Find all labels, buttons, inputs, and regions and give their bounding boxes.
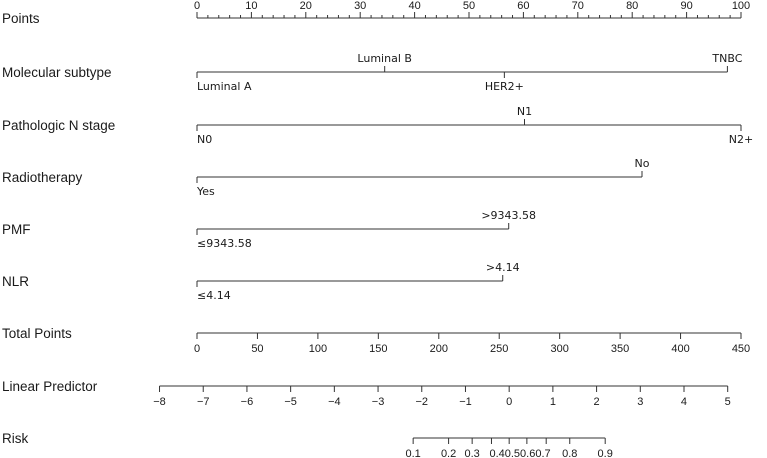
pmf-category-label: >9343.58 xyxy=(481,209,537,222)
points-tick-label: 30 xyxy=(354,0,367,12)
risk-tick-label: 0.1 xyxy=(405,448,421,458)
pmf-category-label: ≤9343.58 xyxy=(197,237,252,250)
linear-predictor-tick-label: −4 xyxy=(328,396,341,408)
pathologic-n-stage-category-label: N2+ xyxy=(728,133,754,146)
row-label-total-points: Total Points xyxy=(2,326,72,341)
linear-predictor-tick-label: −5 xyxy=(284,396,297,408)
linear-predictor-tick-label: −7 xyxy=(196,396,210,408)
row-label-molecular-subtype: Molecular subtype xyxy=(2,65,112,80)
points-tick-label: 70 xyxy=(571,0,584,12)
linear-predictor-tick-label: −3 xyxy=(371,396,385,408)
points-tick-label: 90 xyxy=(680,0,693,12)
row-label-radiotherapy: Radiotherapy xyxy=(2,170,83,185)
points-tick-label: 20 xyxy=(299,0,312,12)
points-tick-label: 50 xyxy=(462,0,476,12)
nlr-category-label: ≤4.14 xyxy=(197,289,231,302)
risk-tick-label: 0.3 xyxy=(464,448,480,458)
total-points-tick-label: 50 xyxy=(251,343,264,355)
linear-predictor-tick-label: 3 xyxy=(637,396,644,408)
linear-predictor-tick-label: 2 xyxy=(593,396,600,408)
points-tick-label: 60 xyxy=(517,0,530,12)
total-points-tick-label: 400 xyxy=(671,343,690,355)
molecular-subtype-category-label: HER2+ xyxy=(484,80,524,93)
nlr-category-label: >4.14 xyxy=(485,261,520,274)
points-tick-label: 100 xyxy=(731,0,751,12)
risk-tick-label: 0.2 xyxy=(440,448,457,458)
total-points-tick-label: 100 xyxy=(308,343,328,355)
linear-predictor-tick-label: −1 xyxy=(459,396,472,408)
total-points-tick-label: 350 xyxy=(610,343,630,355)
row-label-nlr: NLR xyxy=(2,274,30,289)
points-tick-label: 40 xyxy=(408,0,421,12)
points-tick-label: 10 xyxy=(245,0,258,12)
linear-predictor-tick-label: −8 xyxy=(153,396,166,408)
linear-predictor-tick-label: 5 xyxy=(724,396,731,408)
pathologic-n-stage-category-label: N0 xyxy=(197,133,213,146)
row-label-pmf: PMF xyxy=(2,222,31,237)
points-tick-label: 80 xyxy=(626,0,639,12)
points-tick-label: 0 xyxy=(193,0,201,12)
risk-tick-label: 0.9 xyxy=(597,448,613,458)
total-points-tick-label: 300 xyxy=(550,343,569,355)
molecular-subtype-category-label: Luminal B xyxy=(357,52,412,65)
risk-tick-label: 0.40.50.60.7 xyxy=(489,448,551,458)
total-points-tick-label: 200 xyxy=(429,343,448,355)
molecular-subtype-category-label: TNBC xyxy=(712,52,743,65)
linear-predictor-tick-label: 0 xyxy=(506,396,513,408)
total-points-tick-label: 150 xyxy=(369,343,388,355)
row-label-risk: Risk xyxy=(2,431,29,446)
pathologic-n-stage-category-label: N1 xyxy=(516,105,533,118)
row-label-linear-predictor: Linear Predictor xyxy=(2,379,98,394)
linear-predictor-tick-label: 4 xyxy=(680,396,688,408)
total-points-tick-label: 0 xyxy=(193,343,201,355)
linear-predictor-tick-label: −6 xyxy=(240,396,254,408)
linear-predictor-tick-label: −2 xyxy=(415,396,429,408)
linear-predictor-tick-label: 1 xyxy=(549,396,556,408)
risk-tick-label: 0.8 xyxy=(562,448,578,458)
total-points-tick-label: 250 xyxy=(490,343,509,355)
row-label-pathologic-n-stage: Pathologic N stage xyxy=(2,118,116,133)
row-label-points: Points xyxy=(2,11,40,26)
molecular-subtype-category-label: Luminal A xyxy=(197,80,252,93)
radiotherapy-category-label: No xyxy=(634,157,650,170)
total-points-tick-label: 450 xyxy=(731,343,751,355)
radiotherapy-category-label: Yes xyxy=(197,185,215,198)
